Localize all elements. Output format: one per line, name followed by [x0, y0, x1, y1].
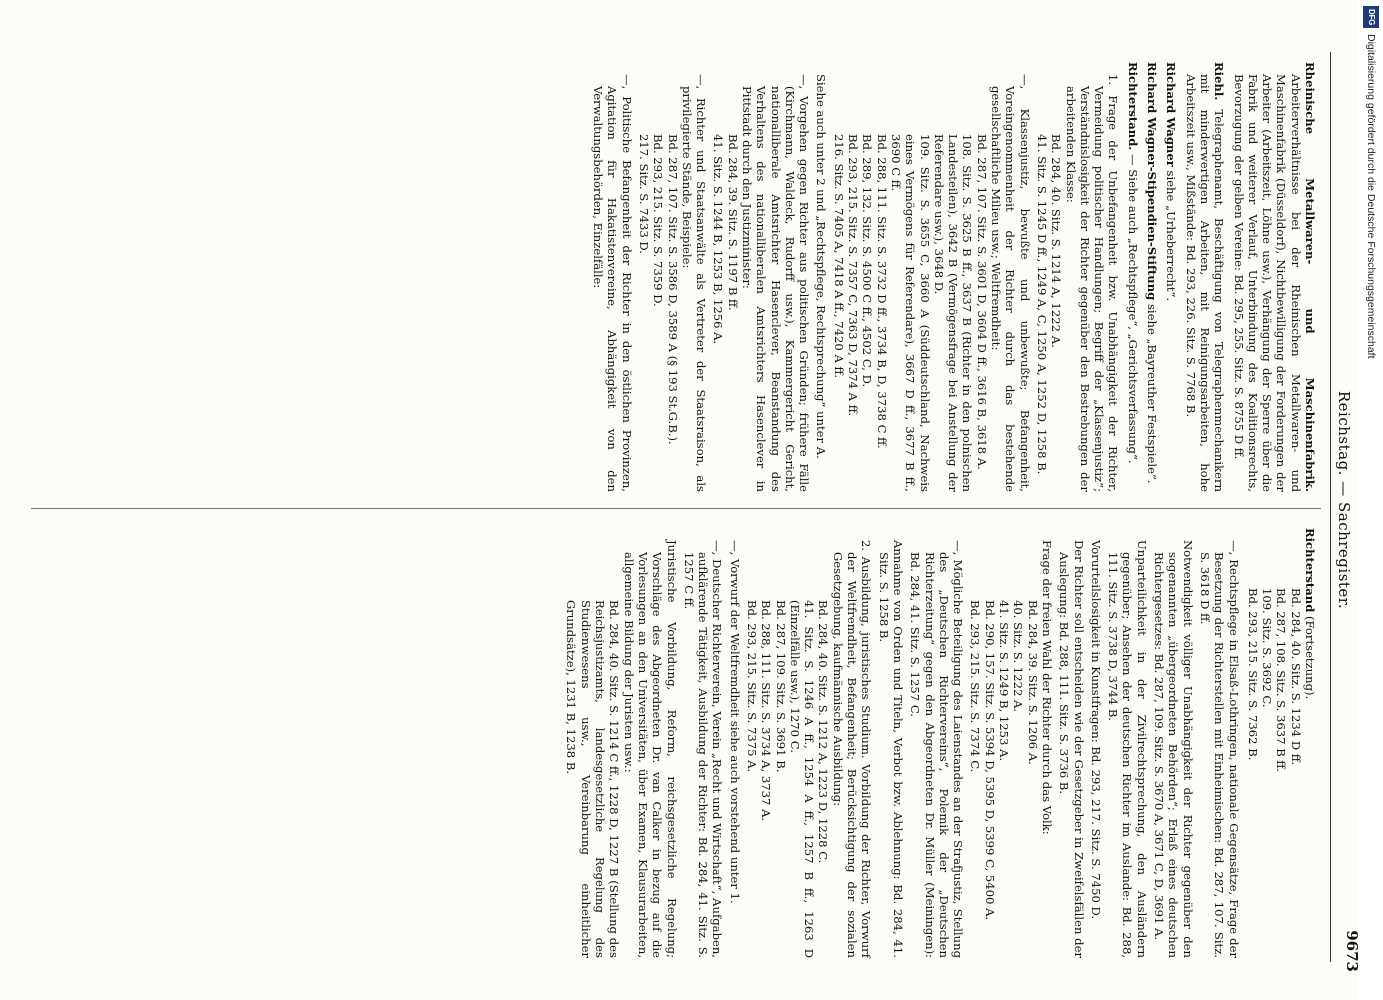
citation-reference: Bd. 293, 215. Sitz. S. 7359 D.	[651, 134, 666, 307]
entry-text: siehe „Urheberrecht“.	[1164, 170, 1179, 302]
digitization-credit-bar	[1357, 0, 1383, 1000]
citation-reference: Bd. 288, 111. Sitz. S. 3732 D ff., 3734 B, D, 3738 C ff.	[874, 134, 889, 449]
dfg-logo: DFG	[1363, 6, 1379, 28]
index-subentry	[637, 62, 708, 492]
entry-keyword: Richterstand.	[1125, 62, 1140, 151]
index-subentry	[1198, 528, 1241, 958]
index-subentry	[1106, 528, 1149, 958]
citation-reference: Bd. 293, 215. Sitz. S. 7374 C.	[968, 600, 983, 773]
entry-text: —, Rechtspflege in Elsaß-Lothringen, nationale Gegensätze, Frage der Besetzung der Richterstellen mit Einheimischen: Bd. 287, 107. Sitz. S. 3618 D ff.	[1197, 540, 1241, 958]
citation-reference: 109. Sitz. S. 3692 C.	[1260, 588, 1275, 708]
entry-text: —, Vorgehen gegen Richter aus politischen Gründen; frühere Fälle (Kirchmann, Waldeck, Rudorff usw.), Kammergericht Gericht, nationalliberale Amtsrichter Hasenclever, Beanstandung des Verhaltens des nationalliberalen Amtsrichters Hasenclever in Pittstadt durch den Justizminister:	[740, 74, 812, 492]
index-subentry	[876, 528, 905, 958]
citation-reference: Bd. 284, 40. Sitz. S. 1234 D ff.	[1288, 588, 1303, 766]
header-rule	[1330, 52, 1331, 962]
citation-reference: Bd. 288, 111. Sitz. S. 3734 A, 3737 A.	[759, 600, 774, 822]
entry-text: Der Richter soll entscheiden wie der Gesetzgeber in Zweifelsfällen der Auslegung: Bd. 288, 111. Sitz. S. 3736 B.	[1057, 540, 1086, 958]
entry-text: Annahme von Orden und Titeln, Verbot bzw. Ablehnung: Bd. 284, 41. Sitz. S. 1258 B.	[876, 540, 905, 958]
citation-reference: Bd. 284, 40. Sitz. S. 1214 A, 1222 A.	[1049, 134, 1064, 348]
entry-text: Vorurteilslosigkeit in Kunstfragen: Bd. 293, 217. Sitz. S. 7450 D.	[1088, 540, 1103, 920]
citation-reference: Bd. 293, 215. Sitz. S. 7375 A.	[745, 600, 760, 773]
entry-text: (Fortsetzung).	[1303, 616, 1317, 700]
citation-reference: Bd. 287, 109. Sitz. S. 3691 B.	[773, 600, 788, 773]
entry-text: Siehe auch unter 2 und „Rechtspflege, Rechtsprechung“ unter A.	[814, 74, 829, 459]
index-subentry	[832, 62, 1032, 492]
entry-text: — Siehe auch „Rechtspflege“, „Gerichtsverfassung“.	[1125, 154, 1140, 464]
index-entry	[1164, 62, 1178, 492]
citation-reference: 109. Sitz. S. 3655 C, 3660 A (Süddeutschland, Nachweis eines Vermögens für Referendare), 3667 D ff., 3677 B ff., 3690 C ff.	[888, 134, 932, 492]
entry-text: —, Politische Befangenheit der Richter in den östlichen Provinzen, Agitation für Hakatistenvereine, Abhängigkeit von den Verwaltungsbehörden, Einzelfälle:	[591, 74, 634, 492]
citation-reference: Bd. 293, 215. Sitz. S. 7362 B.	[1245, 588, 1260, 761]
index-subentry	[745, 528, 874, 958]
index-subentry	[1035, 62, 1121, 492]
entry-keyword: Rheinische Metallwaren- und Maschinenfabrik.	[1303, 62, 1317, 492]
entry-keyword: Richard Wagner	[1164, 62, 1179, 167]
citation-reference: 41. Sitz. S. 1245 D ff., 1249 A, C, 1250 A, 1252 D, 1258 B.	[1034, 134, 1049, 475]
entry-text: siehe „Bayreuther Festspiele“.	[1145, 303, 1160, 484]
index-entry	[1145, 62, 1159, 492]
citation-reference: 41. Sitz. S. 1246 A ff., 1254 A ff., 1257 B ff., 1263 D (Einzelfälle usw.), 1270 C.	[787, 600, 817, 958]
entry-text: —, Klassenjustiz, bewußte und unbewußte; Befangenheit, Voreingenommenheit der Richter durch das bestehende gesellschaftliche Milieu usw.; Weltfremdheit:	[989, 74, 1032, 492]
entry-text: Arbeiterverhältnisse bei der Rheinischen Metallwaren- und Maschinenfabrik (Düsseldorf), Nichtbewilligung der Forderungen der Arbeiter (Arbeitszeit, Löhne usw.), Verhängung der Sperre über die Fabrik und weiterer Verlauf, Unterbindung des Koalitionsrechts, Bevorzugung der gelben Vereine: Bd. 295, 255. Sitz. S. 8755 D ff.	[1231, 74, 1303, 492]
citation-reference: 41. Sitz. S. 1249 B, 1253 A.	[997, 600, 1012, 762]
entry-keyword: Riehl.	[1212, 62, 1227, 101]
entry-keyword: Richterstand	[1303, 528, 1317, 613]
index-subentry	[1152, 528, 1195, 958]
index-subentry	[1057, 528, 1086, 958]
citation-reference: Bd. 289, 132. Sitz. S. 4500 C ff., 4502 C, D.	[860, 134, 875, 388]
citation-reference: Bd. 287, 107. Sitz. S. 3586 D, 3589 A (§ 193 St.G.B.).	[665, 134, 680, 445]
entry-text: —, Deutscher Richterverein, Verein „Recht und Wirtschaft“, Aufgaben, aufklärende Tätigkeit, Ausbildung der Richter: Bd. 284, 41. Sitz. S. 1257 C ff.	[681, 540, 725, 958]
page-number: 9673	[1343, 930, 1361, 972]
entry-text: 1. Frage der Unbefangenheit bzw. Unabhängigkeit der Richter, Vermeidung politischer Handlungen; Begriff der „Klassenjustiz“; Verständnislosigkeit der Richter gegenüber den Bestrebungen der arbeitenden Klasse:	[1063, 74, 1121, 492]
citation-reference: Bd. 284, 39. Sitz. S. 1206 A.	[1025, 600, 1040, 765]
index-entry	[1125, 62, 1139, 492]
index-subentry	[682, 528, 725, 958]
index-subentry	[1089, 528, 1103, 958]
citation-reference: Bd. 293, 215. Sitz. S. 7357 C, 7363 D, 7374 A ff.	[846, 134, 861, 417]
citation-reference: Bd. 284, 40. Sitz. S. 1212 A, 1223 D, 1228 C.	[816, 600, 831, 864]
entry-text: —, Mögliche Beteiligung des Laienstandes an der Strafjustiz, Stellung des „Deutschen Richtervereins“, Polemik der „Deutschen Richterzeitung“ gegen den Abgeordneten Dr. Müller (Meiningen): Bd. 284, 41. Sitz. S. 1257 C.	[908, 540, 966, 958]
column-divider	[31, 508, 1321, 509]
index-subentry	[727, 528, 741, 958]
citation-reference: 41. Sitz. S. 1244 B, 1253 B, 1256 A.	[711, 134, 726, 345]
citation-reference: 108. Sitz. S. 3625 B ff., 3637 B (Richter in den polnischen Landesteilen), 3642 B (Vermögensfrage bei Anstellung der Referendare usw.), 3648 D.	[931, 134, 975, 492]
entry-text: Telegraphenamt, Beschäftigung von Telegraphenmechanikern mit minderwertigen Arbeiten, mit Reinigungsarbeiten, hohe Arbeitszeit usw., Mißstände: Bd. 293, 226. Sitz. S. 7768 B.	[1183, 74, 1227, 492]
citation-reference: Bd. 290, 157. Sitz. S. 5394 D, 5395 D, 5399 C, 5400 A.	[982, 600, 997, 921]
citation-reference: 217. Sitz. S. 7433 D.	[636, 134, 651, 254]
index-subentry	[968, 528, 1054, 958]
index-entry	[1246, 528, 1317, 958]
index-subentry	[591, 62, 634, 492]
entry-text: Juristische Vorbildung, Reform, reichsgesetzliche Regelung; Vorschläge des Abgeordneten Dr. van Calker in bezug auf die Vorlesungen an den Universitäten, über Examen, Klausurarbeiten, allgemeine Bildung der Juristen usw.:	[621, 540, 679, 958]
page-header: Reichstag. — Sachregister.	[1335, 390, 1353, 610]
entry-text: Unparteilichkeit in der Zivilrechtsprechung, den Ausländern gegenüber; Ansehen der deutschen Richter im Auslande: Bd. 288, 111. Sitz. S. 3738 D, 3744 B.	[1106, 540, 1149, 958]
entry-text: Frage der freien Wahl der Richter durch das Volk:	[1039, 540, 1054, 835]
index-subentry	[908, 528, 965, 958]
index-subentry	[814, 62, 828, 492]
index-entry	[1183, 62, 1226, 492]
left-column	[588, 62, 1317, 492]
citation-reference: 40. Sitz. S. 1222 A.	[1011, 600, 1026, 713]
citation-reference: Bd. 284, 39. Sitz. S. 1197 B ff.	[725, 134, 740, 311]
citation-reference: 216. Sitz. S. 7405 A, 7418 A ff., 7420 A ff.	[831, 134, 846, 379]
citation-reference: Bd. 287, 108. Sitz. S. 3637 B ff.	[1274, 588, 1289, 772]
index-entry	[1231, 62, 1317, 492]
entry-text: 2. Ausbildung, juristisches Studium. Vorbildung der Richter, Vorwurf der Weltfremdheit, Befangenheit; Berücksichtigung der sozialen Gesetzgebung, kaufmännische Ausbildung:	[830, 540, 874, 958]
index-subentry	[564, 528, 678, 958]
citation-reference: Bd. 284, 40. Sitz. S. 1214 C ff., 1228 D, 1227 B (Stellung des Reichsjustizamts, landesgesetzliche Regelung des Studienwesens usw., Vereinbarung einheitlicher Grundsätze), 1231 B, 1238 B.	[564, 600, 622, 958]
citation-reference: Bd. 287, 107. Sitz. S. 3601 D, 3604 D ff., 3616 B, 3618 A.	[974, 134, 989, 470]
entry-keyword: Richard Wagner-Stipendien-Stiftung	[1145, 62, 1160, 301]
digitization-credit-text: Digitalisierung gefördert durch die Deutsche Forschungsgemeinschaft	[1365, 34, 1377, 359]
entry-text: Notwendigkeit völliger Unabhängigkeit der Richter gegenüber den sogenannten „übergeordneten Behörden“; Erlaß eines deutschen Richtergesetzes: Bd. 287, 109. Sitz. S. 3670 A, 3671 C, D, 3691 A.	[1152, 540, 1195, 958]
right-column	[561, 528, 1317, 958]
entry-text: —, Richter und Staatsanwälte als Vertreter der Staatsraison, als privilegierte Stände, Beispiele:	[679, 74, 709, 492]
entry-text: —, Vorwurf der Weltfremdheit siehe auch vorstehend unter 1.	[727, 540, 742, 904]
index-subentry	[711, 62, 811, 492]
